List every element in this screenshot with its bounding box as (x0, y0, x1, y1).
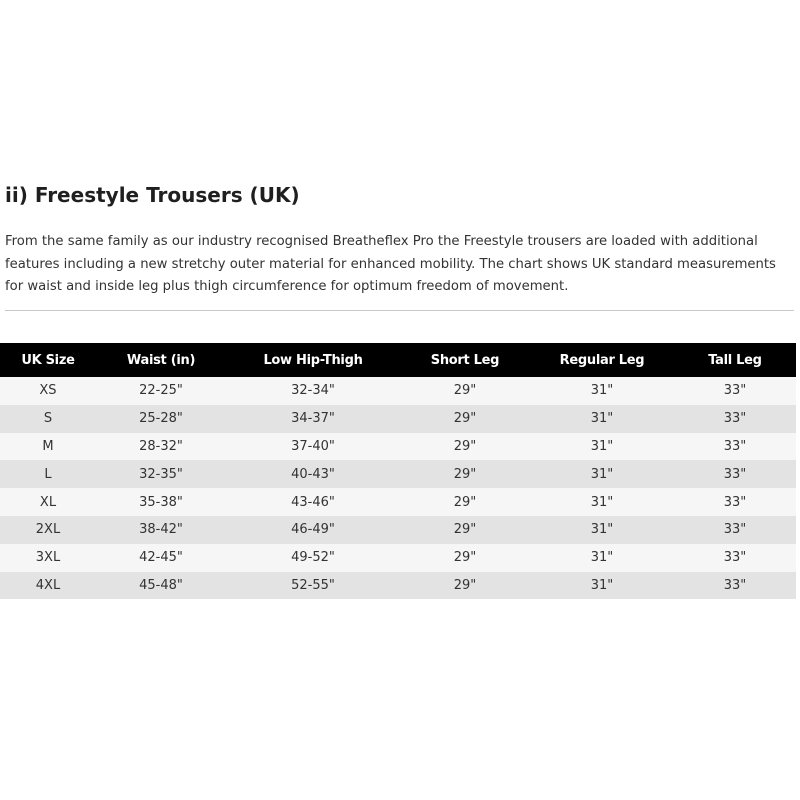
section-description: From the same family as our industry recognised Breatheflex Pro the Freestyle trousers are loaded with additional features including a new stretchy outer material for enhanced mobility. The chart shows UK standard measurements for waist and inside leg plus thigh circumference for optimum freedom of movement. (5, 234, 776, 294)
cell-waist: 32-35" (96, 460, 226, 488)
table-header-row (0, 343, 796, 377)
cell-regular-leg: 31" (530, 572, 674, 600)
cell-waist: 42-45" (96, 544, 226, 572)
cell-regular-leg: 31" (530, 405, 674, 433)
cell-short-leg: 29" (400, 433, 530, 461)
cell-tall-leg: 33" (674, 572, 796, 600)
cell-short-leg: 29" (400, 405, 530, 433)
cell-short-leg: 29" (400, 377, 530, 405)
cell-low-hip-thigh: 32-34" (226, 377, 400, 405)
section-title: ii) Freestyle Trousers (UK) (5, 183, 300, 207)
cell-uk-size: L (0, 460, 96, 488)
cell-waist: 22-25" (96, 377, 226, 405)
cell-tall-leg: 33" (674, 488, 796, 516)
size-chart-table (0, 343, 796, 599)
cell-waist: 25-28" (96, 405, 226, 433)
cell-short-leg: 29" (400, 544, 530, 572)
table-row (0, 544, 796, 572)
cell-tall-leg: 33" (674, 433, 796, 461)
cell-tall-leg: 33" (674, 377, 796, 405)
table-row (0, 460, 796, 488)
cell-tall-leg: 33" (674, 405, 796, 433)
header-waist: Waist (in) (96, 343, 226, 377)
cell-short-leg: 29" (400, 460, 530, 488)
header-low-hip-thigh: Low Hip-Thigh (226, 343, 400, 377)
table-row (0, 377, 796, 405)
cell-regular-leg: 31" (530, 544, 674, 572)
cell-uk-size: 4XL (0, 572, 96, 600)
cell-short-leg: 29" (400, 516, 530, 544)
cell-low-hip-thigh: 46-49" (226, 516, 400, 544)
cell-low-hip-thigh: 40-43" (226, 460, 400, 488)
table-row (0, 488, 796, 516)
cell-tall-leg: 33" (674, 460, 796, 488)
cell-waist: 28-32" (96, 433, 226, 461)
cell-regular-leg: 31" (530, 516, 674, 544)
cell-uk-size: 3XL (0, 544, 96, 572)
header-uk-size: UK Size (0, 343, 96, 377)
table-row (0, 433, 796, 461)
cell-uk-size: XS (0, 377, 96, 405)
cell-uk-size: 2XL (0, 516, 96, 544)
cell-tall-leg: 33" (674, 544, 796, 572)
table-row (0, 405, 796, 433)
cell-short-leg: 29" (400, 488, 530, 516)
cell-low-hip-thigh: 34-37" (226, 405, 400, 433)
cell-short-leg: 29" (400, 572, 530, 600)
cell-low-hip-thigh: 52-55" (226, 572, 400, 600)
cell-regular-leg: 31" (530, 460, 674, 488)
divider (5, 310, 794, 311)
cell-uk-size: S (0, 405, 96, 433)
cell-low-hip-thigh: 49-52" (226, 544, 400, 572)
cell-low-hip-thigh: 43-46" (226, 488, 400, 516)
header-short-leg: Short Leg (400, 343, 530, 377)
cell-uk-size: M (0, 433, 96, 461)
cell-low-hip-thigh: 37-40" (226, 433, 400, 461)
cell-waist: 35-38" (96, 488, 226, 516)
cell-regular-leg: 31" (530, 433, 674, 461)
cell-uk-size: XL (0, 488, 96, 516)
header-tall-leg: Tall Leg (674, 343, 796, 377)
table-row (0, 572, 796, 600)
cell-waist: 45-48" (96, 572, 226, 600)
header-regular-leg: Regular Leg (530, 343, 674, 377)
cell-regular-leg: 31" (530, 377, 674, 405)
cell-waist: 38-42" (96, 516, 226, 544)
cell-regular-leg: 31" (530, 488, 674, 516)
table-row (0, 516, 796, 544)
cell-tall-leg: 33" (674, 516, 796, 544)
